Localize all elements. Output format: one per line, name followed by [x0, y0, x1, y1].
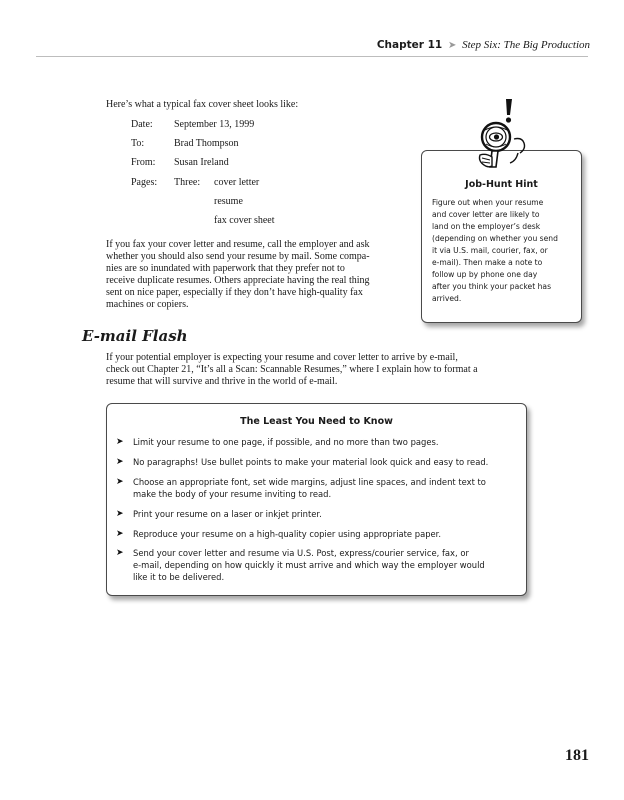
fax-label: Pages:: [131, 177, 158, 188]
email-paragraph: [106, 352, 536, 388]
arrow-bullet-icon: ➤: [116, 437, 124, 447]
fax-page-item: resume: [214, 196, 243, 207]
fax-paragraph: [106, 239, 406, 311]
bullet-text: Choose an appropriate font, set wide margins, adjust line spaces, and indent text to: [133, 477, 486, 487]
hint-line: (depending on whether you send: [432, 234, 558, 243]
bullet-text: No paragraphs! Use bullet points to make your material look quick and easy to read.: [133, 457, 489, 467]
hint-text: [432, 197, 576, 305]
hint-line: e-mail). Then make a note to: [432, 258, 543, 267]
hint-line: Figure out when your resume: [432, 198, 544, 207]
paragraph-line: whether you should also send your resume by mail. Some compa-: [106, 251, 370, 262]
summary-bullet: [116, 508, 521, 520]
bullet-text: like it to be delivered.: [133, 572, 225, 582]
running-header: [377, 39, 590, 51]
fax-label: To:: [131, 138, 145, 149]
paragraph-line: machines or copiers.: [106, 299, 189, 310]
fax-value: Three:: [174, 177, 201, 188]
fax-page-item: cover letter: [214, 177, 260, 188]
arrow-bullet-icon: ➤: [116, 529, 124, 539]
paragraph-line: If your potential employer is expecting your resume and cover letter to arrive by e-mail,: [106, 352, 458, 363]
arrow-bullet-icon: ➤: [116, 457, 124, 467]
hint-line: and cover letter are likely to: [432, 210, 540, 219]
arrow-bullet-icon: ➤: [116, 509, 124, 519]
paragraph-line: resume that will survive and thrive in the world of e-mail.: [106, 376, 338, 387]
bullet-text: Send your cover letter and resume via U.S. Post, express/courier service, fax, or: [133, 548, 469, 558]
arrow-bullet-icon: ➤: [116, 477, 124, 487]
fax-label: Date:: [131, 119, 153, 130]
bullet-text: Reproduce your resume on a high-quality copier using appropriate paper.: [133, 529, 441, 539]
paragraph-line: nies are so inundated with paperwork that they prefer not to: [106, 263, 345, 274]
summary-bullet: [116, 547, 521, 583]
section-title: Step Six: The Big Production: [462, 39, 590, 51]
fax-label: From:: [131, 157, 156, 168]
chapter-label: Chapter 11: [376, 39, 443, 51]
fax-value: September 13, 1999: [174, 119, 255, 130]
summary-bullet: [116, 456, 521, 468]
hint-line: after you think your packet has: [432, 282, 552, 291]
hint-line: arrived.: [432, 294, 462, 303]
summary-bullet: [116, 528, 521, 540]
arrow-bullet-icon: ➤: [116, 548, 124, 558]
hint-title: Job-Hunt Hint: [465, 179, 538, 190]
paragraph-line: If you fax your cover letter and resume, call the employer and ask: [106, 239, 370, 250]
hint-line: follow up by phone one day: [432, 270, 538, 279]
hint-line: land on the employer’s desk: [432, 222, 541, 231]
fax-value: Brad Thompson: [174, 138, 239, 149]
fax-value: Susan Ireland: [174, 157, 229, 168]
bullet-text: make the body of your resume inviting to read.: [133, 489, 332, 499]
page-number: 181: [565, 747, 589, 764]
arrow-icon: ➤: [447, 40, 457, 51]
paragraph-line: receive duplicate resumes. Others appreciate having the real thing: [106, 275, 370, 286]
summary-bullet: [116, 476, 521, 500]
paragraph-line: check out Chapter 21, “It’s all a Scan: Scannable Resumes,” where I explain how to format a: [106, 364, 478, 375]
fax-page-item: fax cover sheet: [214, 215, 275, 226]
bullet-text: Limit your resume to one page, if possible, and no more than two pages.: [133, 437, 439, 447]
fax-intro: Here’s what a typical fax cover sheet looks like:: [106, 99, 299, 110]
summary-title: The Least You Need to Know: [240, 416, 393, 427]
bullet-text: e-mail, depending on how quickly it must arrive and which way the employer would: [133, 560, 485, 570]
bullet-text: Print your resume on a laser or inkjet printer.: [133, 509, 322, 519]
header-rule: [36, 56, 588, 57]
section-heading: E-mail Flash: [82, 327, 188, 345]
hint-line: it via U.S. mail, courier, fax, or: [432, 246, 548, 255]
magnifying-glass-exclamation-icon: [466, 97, 530, 175]
paragraph-line: sent on nice paper, especially if they don’t have high-quality fax: [106, 287, 363, 298]
summary-bullet: [116, 436, 521, 448]
